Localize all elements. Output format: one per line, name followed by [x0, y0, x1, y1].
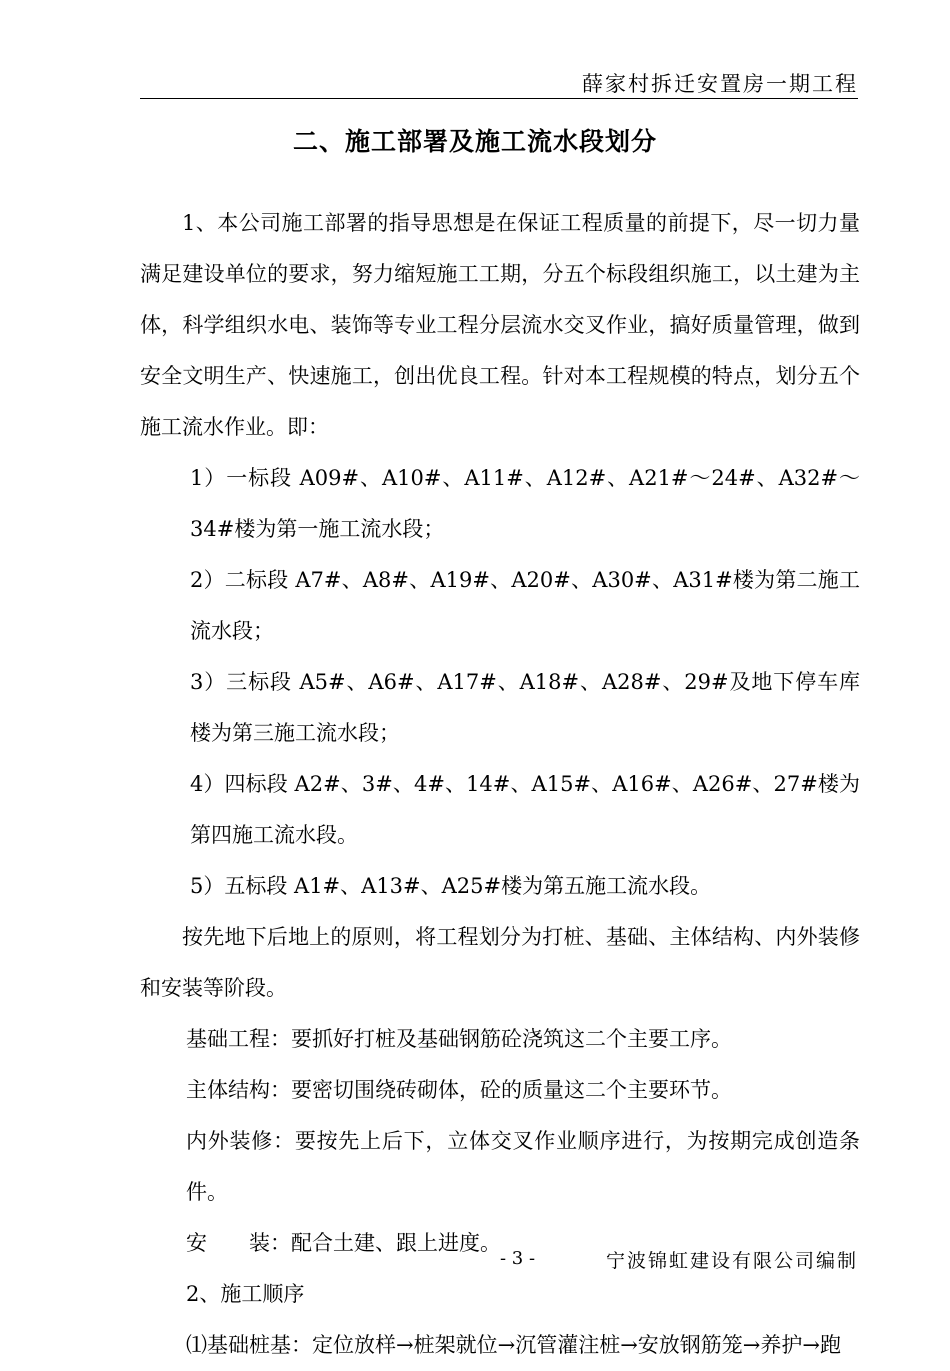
list-item-section-1: 1）一标段 A09#、A10#、A11#、A12#、A21#～24#、A32#～34#楼为第一施工流水段； [190, 466, 860, 541]
header-divider [140, 98, 858, 99]
paragraph-foundation-work: 基础工程：要抓好打桩及基础钢筋砼浇筑这二个主要工序。 [186, 1027, 732, 1051]
footer-company: 宁波锦虹建设有限公司编制 [605, 1250, 858, 1272]
document-body [140, 198, 860, 1371]
section-title: 二、施工部署及施工流水段划分 [292, 127, 657, 156]
document-header-title: 薛家村拆迁安置房一期工程 [582, 72, 858, 96]
list-item-section-3: 3）三标段 A5#、A6#、A17#、A18#、A28#、29#及地下停车库楼为第三施工流水段； [190, 670, 860, 745]
list-item-section-2: 2）二标段 A7#、A8#、A19#、A20#、A30#、A31#楼为第二施工流水段； [190, 568, 860, 643]
list-item-section-4: 4）四标段 A2#、3#、4#、14#、A15#、A16#、A26#、27#楼为第四施工流水段。 [190, 772, 860, 847]
paragraph-installation: 安 装：配合土建、跟上进度。 [186, 1231, 501, 1255]
paragraph-pile-foundation-sequence: ⑴基础桩基：定位放样→桩架就位→沉管灌注桩→安放钢筋笼→养护→跑 [186, 1333, 841, 1357]
paragraph-main-structure: 主体结构：要密切围绕砖砌体，砼的质量这二个主要环节。 [186, 1078, 732, 1102]
paragraph-construction-sequence-heading: 2、施工顺序 [186, 1282, 305, 1306]
page-number: - 3 - [500, 1248, 536, 1269]
paragraph-deployment-principle: 1、本公司施工部署的指导思想是在保证工程质量的前提下，尽一切力量满足建设单位的要求，努力缩短施工工期，分五个标段组织施工，以土建为主体，科学组织水电、装饰等专业工程分层流水交叉作业，搞好质量管理，做到安全文明生产、快速施工，创出优良工程。针对本工程规模的特点，划分五个施工流水作业。即： [140, 211, 860, 439]
list-item-section-5: 5）五标段 A1#、A13#、A25#楼为第五施工流水段。 [190, 874, 712, 898]
paragraph-stage-division: 按先地下后地上的原则，将工程划分为打桩、基础、主体结构、内外装修和安装等阶段。 [140, 925, 860, 1000]
paragraph-decoration: 内外装修：要按先上后下，立体交叉作业顺序进行，为按期完成创造条件。 [186, 1129, 860, 1204]
